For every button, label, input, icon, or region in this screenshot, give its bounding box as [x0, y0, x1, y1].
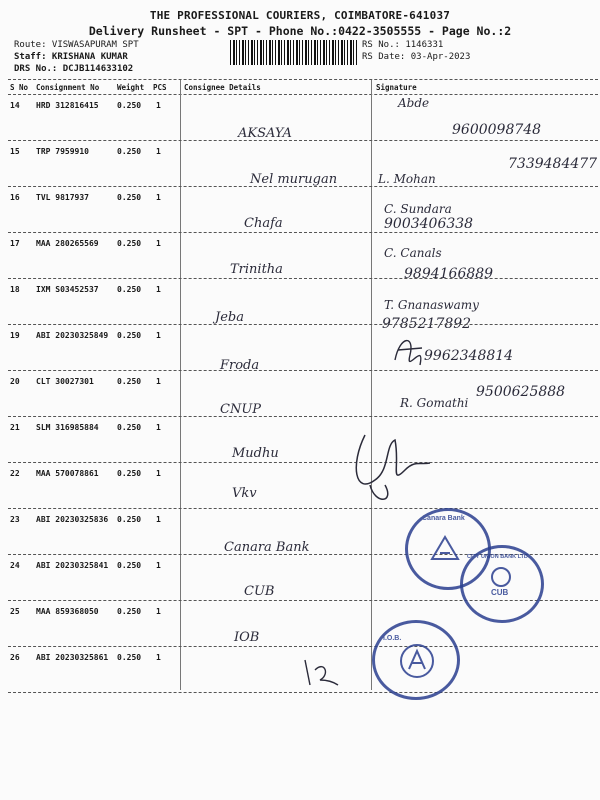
- row-sno: 21: [10, 423, 20, 432]
- row-sno: 15: [10, 147, 20, 156]
- row-pcs: 1: [156, 423, 161, 432]
- row-divider: [8, 646, 598, 647]
- row-pcs: 1: [156, 331, 161, 340]
- iob-stamp: [372, 620, 460, 700]
- row-signature-phone: 9003406338: [384, 216, 474, 232]
- row-signature-phone: 9500625888: [476, 384, 566, 400]
- row-signature-phone: 7339484477: [508, 156, 598, 172]
- row-weight: 0.250: [117, 285, 142, 294]
- row-weight: 0.250: [117, 469, 142, 478]
- row-divider: [8, 508, 598, 509]
- row-weight: 0.250: [117, 239, 142, 248]
- row-consignee-handwritten: Mudhu: [232, 446, 279, 461]
- col-header-pcs: PCS: [153, 83, 167, 92]
- row-divider: [8, 140, 598, 141]
- row-signature-name: C. Sundara: [384, 202, 452, 216]
- row-consignee-handwritten: AKSAYA: [238, 126, 292, 141]
- row-pcs: 1: [156, 653, 161, 662]
- row-consignee-handwritten: Chafa: [244, 216, 283, 231]
- row-divider: [8, 370, 598, 371]
- col-header-weight: Weight: [117, 83, 145, 92]
- row-weight: 0.250: [117, 193, 142, 202]
- row-weight: 0.250: [117, 607, 142, 616]
- row-consignment-no: ABI 20230325861: [36, 653, 109, 662]
- row-consignment-no: MAA 859368050: [36, 607, 99, 616]
- row-divider: [8, 278, 598, 279]
- col-header-consignment: Consignment No: [36, 83, 100, 92]
- row-signature-name: C. Canals: [384, 246, 442, 260]
- row-divider: [8, 232, 598, 233]
- row-signature-phone: 9600098748: [452, 122, 542, 138]
- row-pcs: 1: [156, 515, 161, 524]
- cub-stamp-text: CITY UNION BANK LTD: [467, 554, 528, 560]
- row-consignee-handwritten: Trinitha: [230, 262, 283, 277]
- row-consignment-no: HRD 312816415: [36, 101, 99, 110]
- row-weight: 0.250: [117, 377, 142, 386]
- table-header-line: [8, 94, 598, 95]
- row-consignee-handwritten: Jeba: [215, 310, 244, 325]
- row-consignment-no: ABI 20230325849: [36, 331, 109, 340]
- row-consignment-no: CLT 30027301: [36, 377, 94, 386]
- barcode: [230, 40, 358, 65]
- row-sno: 23: [10, 515, 20, 524]
- iob-logo-icon: [397, 641, 437, 681]
- col-header-consignee: Consignee Details: [184, 83, 261, 92]
- row-divider: [8, 186, 598, 187]
- row-pcs: 1: [156, 239, 161, 248]
- row-pcs: 1: [156, 285, 161, 294]
- row-consignment-no: MAA 280265569: [36, 239, 99, 248]
- header-subtitle: Delivery Runsheet - SPT - Phone No.:0422-3505555 - Page No.:2: [88, 24, 512, 38]
- row-pcs: 1: [156, 469, 161, 478]
- row-signature-name: Abde: [398, 96, 430, 110]
- staff-label: Staff: KRISHANA KUMAR: [14, 52, 128, 62]
- drs-label: DRS No.: DCJB114633102: [14, 64, 134, 74]
- row-sno: 22: [10, 469, 20, 478]
- row-pcs: 1: [156, 607, 161, 616]
- signature-scribble: [345, 425, 435, 510]
- row-consignment-no: TVL 9817937: [36, 193, 89, 202]
- row-sno: 26: [10, 653, 20, 662]
- iob-stamp-label: I.O.B.: [383, 635, 402, 642]
- row-weight: 0.250: [117, 331, 142, 340]
- row-weight: 0.250: [117, 423, 142, 432]
- row-consignee-handwritten: Canara Bank: [224, 540, 310, 555]
- cub-logo-icon: [487, 566, 515, 588]
- cub-stamp-label: CUB: [491, 588, 509, 597]
- row-consignment-no: ABI 20230325836: [36, 515, 109, 524]
- column-divider: [371, 80, 372, 690]
- row-pcs: 1: [156, 561, 161, 570]
- row-weight: 0.250: [117, 101, 142, 110]
- canara-logo-icon: [430, 535, 460, 561]
- rs-date-label: RS Date: 03-Apr-2023: [362, 52, 471, 62]
- row-signature-name: T. Gnanaswamy: [384, 298, 479, 312]
- cub-stamp: [460, 545, 544, 623]
- row-consignee-handwritten: Froda: [220, 358, 260, 373]
- row-divider: [8, 692, 598, 693]
- signature-scribble: [300, 655, 340, 690]
- col-header-sno: S No: [10, 83, 29, 92]
- row-consignment-no: SLM 316985884: [36, 423, 99, 432]
- row-weight: 0.250: [117, 561, 142, 570]
- row-sno: 20: [10, 377, 20, 386]
- row-signature-phone: 9962348814: [424, 348, 514, 364]
- canara-stamp-label: Canara Bank: [422, 515, 465, 522]
- route-label: Route: VISWASAPURAM SPT: [14, 40, 139, 50]
- row-weight: 0.250: [117, 515, 142, 524]
- column-divider: [180, 80, 181, 690]
- row-weight: 0.250: [117, 147, 142, 156]
- row-consignee-handwritten: IOB: [234, 630, 260, 645]
- row-divider: [8, 324, 598, 325]
- row-signature-name: L. Mohan: [378, 172, 436, 186]
- signature-scribble: [390, 330, 430, 370]
- row-sno: 25: [10, 607, 20, 616]
- row-pcs: 1: [156, 147, 161, 156]
- row-sno: 14: [10, 101, 20, 110]
- row-consignment-no: MAA 570078861: [36, 469, 99, 478]
- col-header-signature: Signature: [376, 83, 417, 92]
- row-signature-name: R. Gomathi: [400, 396, 469, 410]
- row-divider: [8, 416, 598, 417]
- row-consignment-no: ABI 20230325841: [36, 561, 109, 570]
- rs-no-label: RS No.: 1146331: [362, 40, 444, 50]
- row-sno: 16: [10, 193, 20, 202]
- row-consignment-no: TRP 7959910: [36, 147, 89, 156]
- table-top-line: [8, 79, 598, 80]
- row-consignee-handwritten: Vkv: [232, 486, 257, 501]
- row-pcs: 1: [156, 101, 161, 110]
- row-sno: 18: [10, 285, 20, 294]
- row-consignee-handwritten: CNUP: [220, 402, 262, 417]
- row-divider: [8, 462, 598, 463]
- row-consignee-handwritten: CUB: [244, 584, 275, 599]
- row-weight: 0.250: [117, 653, 142, 662]
- row-sno: 24: [10, 561, 20, 570]
- row-signature-phone: 9894166889: [404, 266, 494, 282]
- row-consignee-handwritten: Nel murugan: [250, 172, 338, 187]
- row-pcs: 1: [156, 377, 161, 386]
- row-consignment-no: IXM S03452537: [36, 285, 99, 294]
- row-signature-phone: 9785217892: [382, 316, 472, 332]
- header-title: THE PROFESSIONAL COURIERS, COIMBATORE-641037: [149, 9, 451, 22]
- row-sno: 19: [10, 331, 20, 340]
- row-sno: 17: [10, 239, 20, 248]
- row-pcs: 1: [156, 193, 161, 202]
